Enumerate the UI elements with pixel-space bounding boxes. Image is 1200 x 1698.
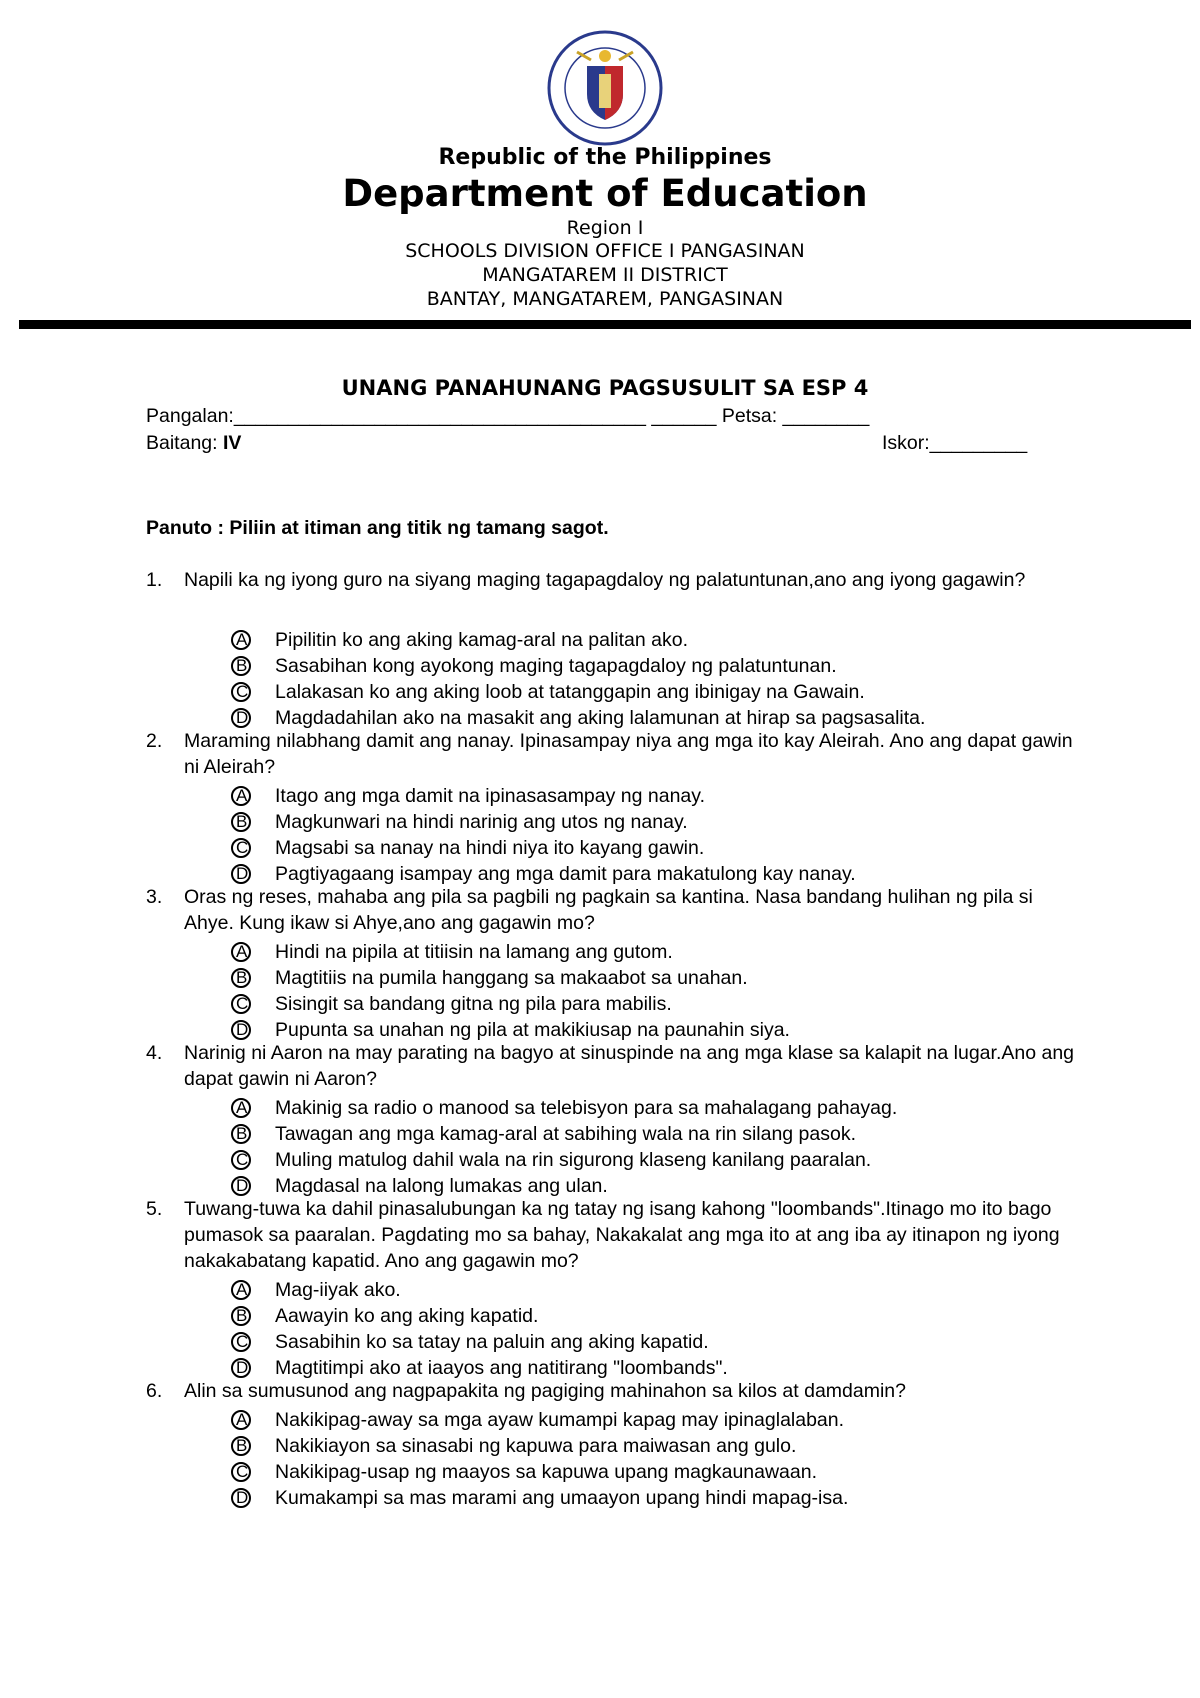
choice-text: Lalakasan ko ang aking loob at tatanggapin ang ibinigay na Gawain. bbox=[275, 681, 865, 703]
choice-text: Pagtiyagaang isampay ang mga damit para makatulong kay nanay. bbox=[275, 863, 856, 885]
choice-text: Magdasal na lalong lumakas ang ulan. bbox=[275, 1175, 608, 1197]
choice-letter: C bbox=[236, 838, 249, 857]
choice-letter: A bbox=[236, 786, 248, 805]
choice-letter: A bbox=[236, 1098, 248, 1117]
deped-seal-logo bbox=[547, 30, 663, 146]
choice-letter: D bbox=[236, 708, 249, 727]
question-text: Napili ka ng iyong guro na siyang maging tagapagdaloy ng palatuntunan,ano ang iyong gagawin? bbox=[184, 569, 1026, 591]
choice-letter: B bbox=[236, 968, 248, 987]
name-date-line: Pangalan:______________________________________ ______ Petsa: ________ bbox=[146, 405, 870, 427]
choice-letter: B bbox=[236, 812, 248, 831]
choice-letter: D bbox=[236, 1488, 249, 1507]
choice-letter: D bbox=[236, 864, 249, 883]
question-text: Alin sa sumusunod ang nagpapakita ng pagiging mahinahon sa kilos at damdamin? bbox=[184, 1380, 906, 1402]
department-heading: Department of Education bbox=[342, 172, 868, 215]
choice-text: Magtitimpi ako at iaayos ang natitirang "loombands". bbox=[275, 1357, 728, 1379]
choice-letter: C bbox=[236, 1462, 249, 1481]
choice-text: Pupunta sa unahan ng pila at makikiusap na paunahin siya. bbox=[275, 1019, 790, 1041]
choice-text: Aawayin ko ang aking kapatid. bbox=[275, 1305, 539, 1327]
choice-letter: B bbox=[236, 1436, 248, 1455]
choice-letter: A bbox=[236, 942, 248, 961]
choice-letter: C bbox=[236, 682, 249, 701]
grade-label: Baitang: bbox=[146, 432, 223, 454]
choice-letter: A bbox=[236, 1410, 248, 1429]
choice-letter: B bbox=[236, 1124, 248, 1143]
exam-title: UNANG PANAHUNANG PAGSUSULIT SA ESP 4 bbox=[341, 376, 869, 400]
choice-text: Magdadahilan ako na masakit ang aking lalamunan at hirap sa pagsasalita. bbox=[275, 707, 926, 729]
choice-text: Hindi na pipila at titiisin na lamang ang gutom. bbox=[275, 941, 673, 963]
question-text: Maraming nilabhang damit ang nanay. Ipinasampay niya ang mga ito kay Aleirah. Ano ang dapat gawin ni Aleirah? bbox=[184, 730, 1073, 778]
republic-heading: Republic of the Philippines bbox=[438, 145, 772, 170]
instructions: Panuto : Piliin at itiman ang titik ng tamang sagot. bbox=[146, 517, 609, 539]
choice-text: Magsabi sa nanay na hindi niya ito kayang gawin. bbox=[275, 837, 705, 859]
question-number: 1. bbox=[146, 569, 163, 591]
choice-letter: C bbox=[236, 994, 249, 1013]
choice-text: Magtitiis na pumila hanggang sa makaabot sa unahan. bbox=[275, 967, 748, 989]
choice-text: Tawagan ang mga kamag-aral at sabihing wala na rin silang pasok. bbox=[275, 1123, 857, 1145]
region-heading: Region I bbox=[566, 217, 644, 239]
choice-text: Makinig sa radio o manood sa telebisyon para sa mahalagang pahayag. bbox=[275, 1097, 898, 1119]
choice-text: Magkunwari na hindi narinig ang utos ng nanay. bbox=[275, 811, 688, 833]
question-text: Tuwang-tuwa ka dahil pinasalubungan ka ng tatay ng isang kahong "loombands".Itinago mo ito bago pumasok sa paaralan. Pagdating mo sa bahay, Nakakalat ang mga ito at ang iba ay itinapon ng iyong nakakabatang kapatid. Ano ang gagawin mo? bbox=[184, 1198, 1060, 1272]
question-number: 5. bbox=[146, 1198, 163, 1220]
choice-text: Sasabihan kong ayokong maging tagapagdaloy ng palatuntunan. bbox=[275, 655, 837, 677]
question-number: 2. bbox=[146, 730, 163, 752]
choice-letter: C bbox=[236, 1150, 249, 1169]
choice-letter: D bbox=[236, 1358, 249, 1377]
header-divider bbox=[19, 320, 1191, 329]
choice-text: Nakikiayon sa sinasabi ng kapuwa para maiwasan ang gulo. bbox=[275, 1435, 797, 1457]
score-line: Iskor:_________ bbox=[882, 432, 1028, 454]
choice-text: Mag-iiyak ako. bbox=[275, 1279, 401, 1301]
question-number: 4. bbox=[146, 1042, 163, 1064]
choice-text: Nakikipag-away sa mga ayaw kumampi kapag may ipinaglalaban. bbox=[275, 1409, 845, 1431]
grade-line bbox=[146, 432, 241, 455]
choice-text: Sasabihin ko sa tatay na paluin ang aking kapatid. bbox=[275, 1331, 709, 1353]
choice-text: Nakikipag-usap ng maayos sa kapuwa upang magkaunawaan. bbox=[275, 1461, 818, 1483]
choice-letter: B bbox=[236, 1306, 248, 1325]
choice-letter: D bbox=[236, 1176, 249, 1195]
choice-text: Itago ang mga damit na ipinasasampay ng nanay. bbox=[275, 785, 705, 807]
district-heading: MANGATAREM II DISTRICT bbox=[482, 264, 728, 286]
choice-letter: C bbox=[236, 1332, 249, 1351]
question-text: Oras ng reses, mahaba ang pila sa pagbili ng pagkain sa kantina. Nasa bandang hulihan ng pila si Ahye. Kung ikaw si Ahye,ano ang gagawin mo? bbox=[184, 886, 1033, 934]
choice-text: Pipilitin ko ang aking kamag-aral na palitan ako. bbox=[275, 629, 688, 651]
choice-text: Muling matulog dahil wala na rin sigurong klaseng kanilang paaralan. bbox=[275, 1149, 872, 1171]
choice-letter: A bbox=[236, 1280, 248, 1299]
question-number: 3. bbox=[146, 886, 163, 908]
choice-letter: D bbox=[236, 1020, 249, 1039]
choice-letter: A bbox=[236, 630, 248, 649]
grade-value: IV bbox=[222, 432, 242, 454]
question-number: 6. bbox=[146, 1380, 163, 1402]
school-heading: BANTAY, MANGATAREM, PANGASINAN bbox=[426, 288, 784, 310]
choice-text: Kumakampi sa mas marami ang umaayon upang hindi mapag-isa. bbox=[275, 1487, 849, 1509]
choice-letter: B bbox=[236, 656, 248, 675]
question-text: Narinig ni Aaron na may parating na bagyo at sinuspinde na ang mga klase sa kalapit na lugar.Ano ang dapat gawin ni Aaron? bbox=[184, 1042, 1075, 1090]
division-heading: SCHOOLS DIVISION OFFICE I PANGASINAN bbox=[405, 240, 805, 262]
choice-text: Sisingit sa bandang gitna ng pila para mabilis. bbox=[275, 993, 672, 1015]
